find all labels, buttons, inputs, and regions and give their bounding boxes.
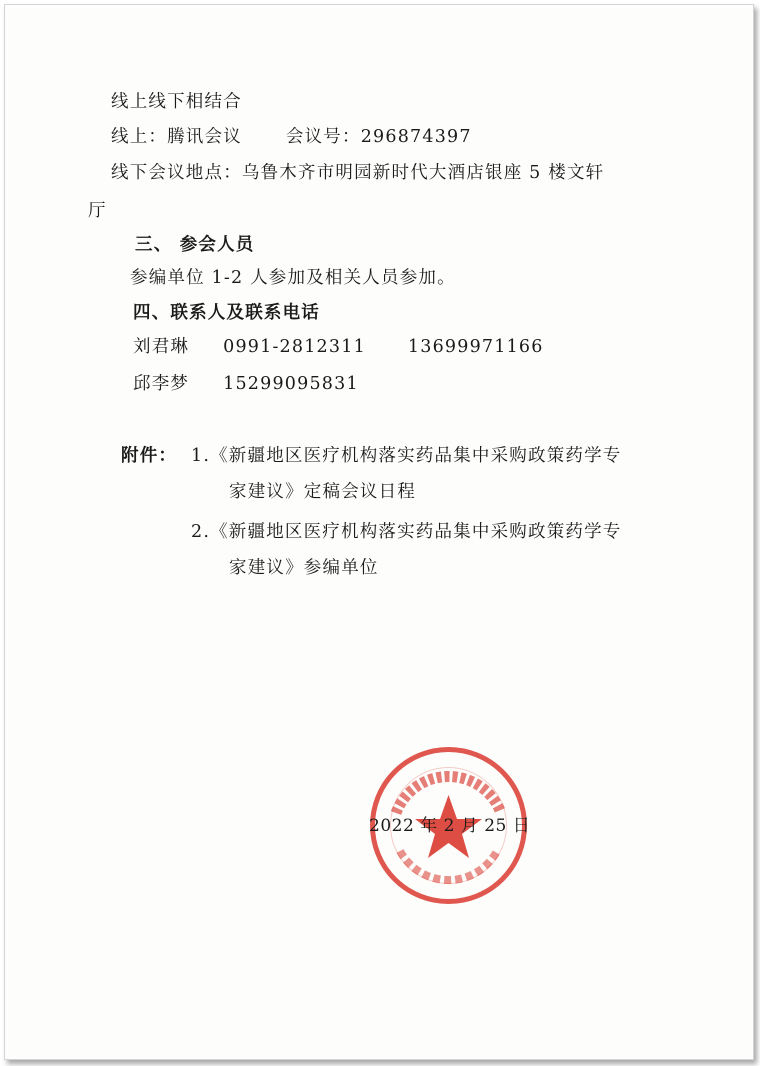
online-line: [111, 126, 472, 148]
seal-text-band-bottom: [400, 851, 497, 880]
document-date: 2022 年 2 月 25 日: [369, 816, 531, 836]
contact-name: 刘君琳: [133, 337, 190, 357]
attachment-item-line: 家建议》定稿会议日程: [229, 482, 416, 502]
contact-name: 邱李梦: [133, 374, 190, 394]
offline-location-line: 线下会议地点：乌鲁木齐市明园新时代大酒店银座 5 楼文轩: [111, 163, 605, 183]
section4-heading: 四、联系人及联系电话: [133, 303, 320, 323]
mode-line: 线上线下相结合: [111, 92, 242, 112]
meeting-number: 会议号：296874397: [285, 127, 472, 147]
attachment-item-line: 2.《新疆地区医疗机构落实药品集中采购政策药学专: [191, 522, 622, 542]
contact-phone: 15299095831: [223, 374, 359, 394]
contact-phone: 0991-2812311: [223, 337, 366, 357]
attachment-item-line: 1.《新疆地区医疗机构落实药品集中采购政策药学专: [191, 446, 622, 466]
contact-mobile: 13699971166: [407, 337, 544, 357]
contact-row: [133, 336, 544, 358]
section3-text: 参编单位 1-2 人参加及相关人员参加。: [130, 268, 456, 288]
document-page: [4, 4, 754, 1060]
attachment-item-line: 家建议》参编单位: [229, 558, 379, 578]
attachments-label: 附件：: [121, 446, 178, 466]
contact-row: [133, 373, 359, 395]
online-label: 线上：腾讯会议: [111, 127, 242, 147]
offline-location-wrap: 厅: [88, 201, 107, 221]
section3-heading: 三、 参会人员: [135, 235, 255, 255]
